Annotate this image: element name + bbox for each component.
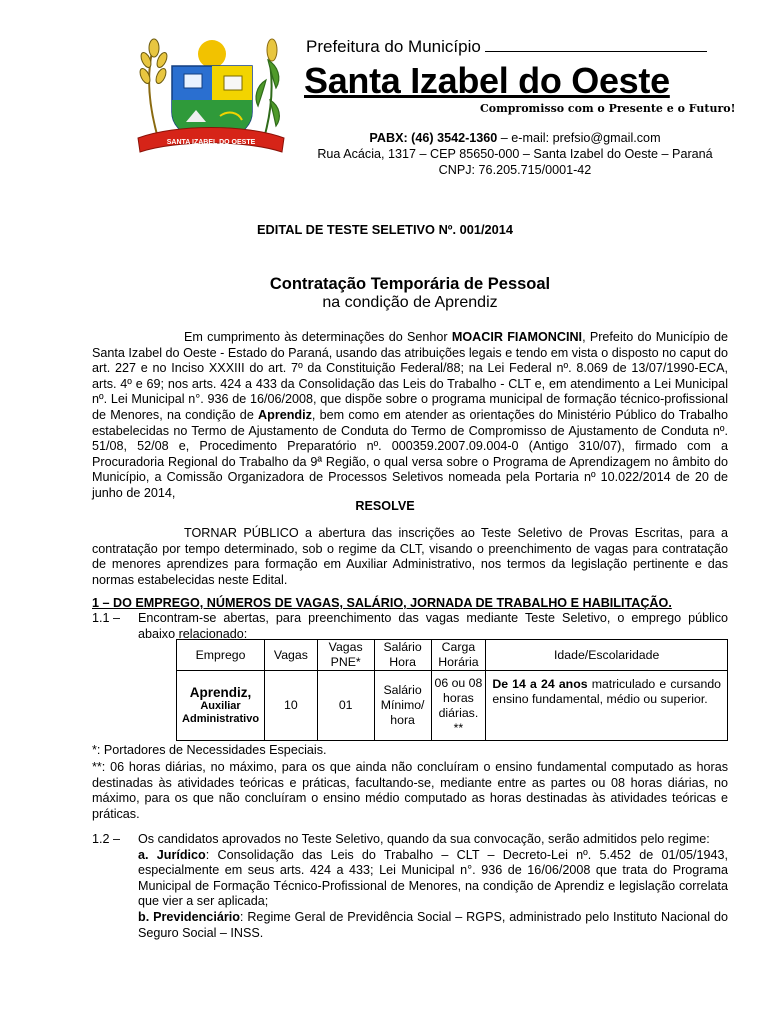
subject-title: Contratação Temporária de Pessoal	[269, 275, 551, 293]
intro-paragraph: Em cumprimento às determinações do Senhor MOACIR FIAMONCINI, Prefeito do Município de Santa Izabel do Oeste - Estado do Paraná, usando das atribuições legais e tendo em vista o disposto no caput do art. 227 e no Inciso XXXIII do art. 7º da Constituição Federal/88; na Lei Federal nº. 8.069 de 13/07/1990-ECA, arts. 4º e 69; nos arts. 424 a 433 da Consolidação das Leis do Trabalho - CLT e, em atendimento a Lei Municipal nº. Lei Municipal n°. 936 de 16/06/2008, que dispõe sobre o programa municipal de formação técnico-profissional de Menores, na condição de Aprendiz, bem como em atender as orientações do Ministério Público do Trabalho estabelecidas no Termo de Ajustamento de Conduta do Termo de Compromisso de Ajustamento de Conduta nº. 51/08, 52/08 e, Procedimento Preparatório nº. 000359.2007.09.004-0 (Antigo 310/07), firmado com a Procuradoria Regional do Trabalho da 9ª Região, o qual versa sobre o Programa de Aprendizagem no âmbito do Município, a Comissão Organizadora de Processos Seletivos nomeada pela Portaria nº 10.022/2014 de 20 de junho de 2014,	[92, 330, 728, 500]
contact-address: Rua Acácia, 1317 – CEP 85650-000 – Santa Izabel do Oeste – Paraná	[317, 147, 713, 161]
prefeitura-heading: Prefeitura do Município	[306, 37, 707, 57]
item-1-2-b: b. Previdenciário: Regime Geral de Previdência Social – RGPS, administrado pelo Instituto Nacional do Seguro Social – INSS.	[138, 909, 728, 940]
emprego-main: Aprendiz,	[189, 685, 252, 700]
header-idade-escolaridade: Idade/Escolaridade	[486, 640, 728, 671]
note-pne: *: Portadores de Necessidades Especiais.	[92, 743, 327, 757]
header-vagas: Vagas	[265, 640, 318, 671]
item-1-1-text: Encontram-se abertas, para preenchimento das vagas mediante Teste Seletivo, o emprego público abaixo relacionado:	[138, 611, 728, 641]
cell-salario: Salário Mínimo/ hora	[374, 671, 431, 741]
header-carga-horaria: Carga Horária	[431, 640, 486, 671]
table-row	[177, 671, 728, 741]
municipal-slogan: Compromisso com o Presente e o Futuro!	[480, 102, 736, 115]
item-1-2-intro: Os candidatos aprovados no Teste Seletivo, quando da sua convocação, serão admitidos pelo regime:	[138, 832, 710, 846]
item-1-2-number: 1.2 –	[92, 832, 121, 846]
cell-carga: 06 ou 08 horas diárias. **	[431, 671, 486, 741]
section-1-title: 1 – DO EMPREGO, NÚMEROS DE VAGAS, SALÁRIO, JORNADA DE TRABALHO E HABILITAÇÃO.	[92, 596, 672, 610]
contact-cnpj: CNPJ: 76.205.715/0001-42	[438, 163, 592, 177]
edital-title: EDITAL DE TESTE SELETIVO Nº. 001/2014	[257, 222, 513, 237]
header-vagas-pne: Vagas PNE*	[317, 640, 374, 671]
cell-vagas-pne: 01	[317, 671, 374, 741]
cell-idade: De 14 a 24 anos matriculado e cursando ensino fundamental, médio ou superior.	[486, 671, 728, 741]
item-1-1-number: 1.1 –	[92, 611, 121, 625]
subject-subtitle: na condição de Aprendiz	[322, 294, 498, 311]
item-1-2-text	[138, 832, 728, 941]
jobs-table	[176, 639, 728, 741]
coat-of-arms-ribbon-text: SANTA IZABEL DO OESTE	[166, 139, 256, 146]
cell-emprego	[177, 671, 265, 741]
emprego-sub: Auxiliar Administrativo	[182, 700, 260, 725]
item-1-2-a: a. Jurídico: Consolidação das Leis do Trabalho – CLT – Decreto-Lei nº. 5.452 de 01/05/1943, especialmente em seus arts. 424 a 433; Lei Municipal n°. 936 de 16/06/2008 que trata do Programa Municipal de Formação Técnico-Profissional de Menores, na condição de Aprendiz e legislação correlata que vier a ser aplicada;	[138, 847, 728, 909]
tornar-publico-paragraph: TORNAR PÚBLICO a abertura das inscrições ao Teste Seletivo de Provas Escritas, para a contratação por tempo determinado, sob o regime da CLT, visando o preenchimento de vagas para contratação de menores aprendizes para formação em Auxiliar Administrativo, nos termos da legislação pertinente e das normas estabelecidas neste Edital.	[92, 526, 728, 587]
city-name-title: Santa Izabel do Oeste	[304, 60, 670, 101]
header-salario-hora: Salário Hora	[374, 640, 431, 671]
resolve-heading: RESOLVE	[355, 499, 415, 513]
jobs-table-header-row	[177, 640, 728, 671]
header-emprego: Emprego	[177, 640, 265, 671]
contact-phone-email: PABX: (46) 3542-1360 – e-mail: prefsio@gmail.com	[369, 131, 661, 145]
municipal-coat-of-arms	[136, 30, 286, 156]
cell-vagas: 10	[265, 671, 318, 741]
note-hours: **: 06 horas diárias, no máximo, para os que ainda não concluíram o ensino fundamental computado as horas destinadas às atividades teóricas e práticas, facultando-se, mediante entre as partes ou 08 horas diárias, no máximo, para os que não concluíram o ensino médio computado as horas destinadas às atividades teóricas e práticas.	[92, 760, 728, 821]
